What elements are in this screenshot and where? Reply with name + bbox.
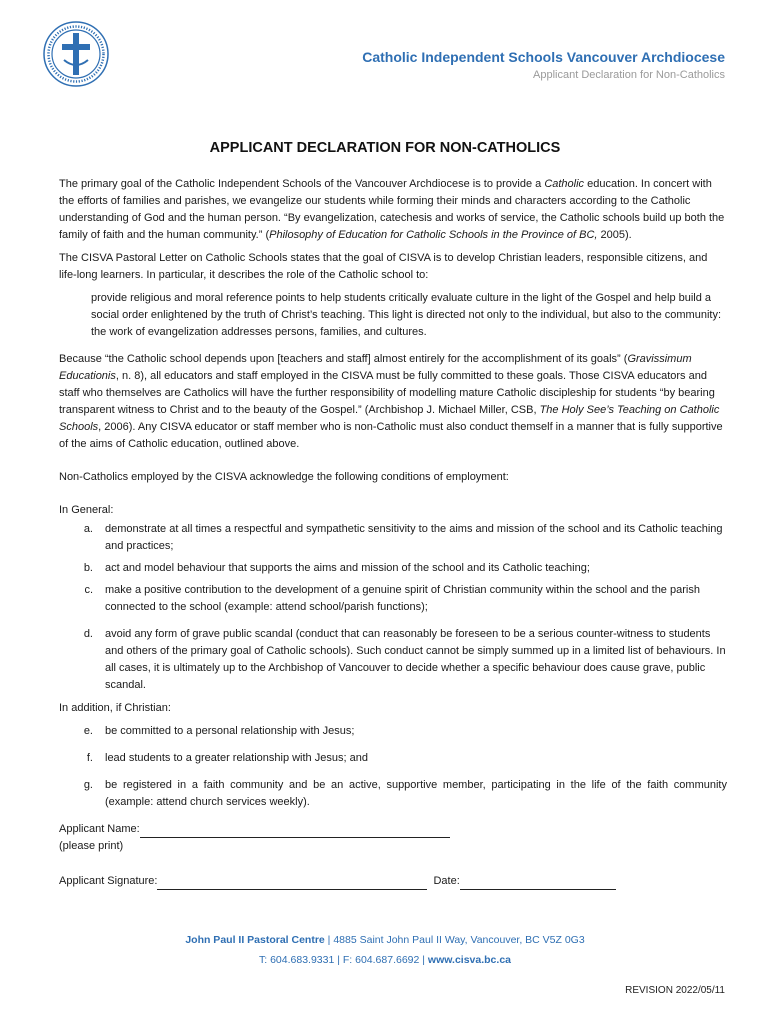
educators-paragraph: Because “the Catholic school depends upon [teachers and staff] almost entirely for the accomplishment of its goals” (Gravissimum Educationis, n. 8), all educators and staff employed in the CISVA must be fully committed to these goals. Those CISVA educators and staff who themselves are Catholics will have the further responsibility of modelling mature Catholic discipleship for students “by bearing transparent witness to Christ and to the beauty of the Gospel.” (Archbishop J. Michael Miller, CSB, The Holy See’s Teaching on Catholic Schools, 2006). Any CISVA educator or staff member who is non-Catholic must also conduct themself in a manner that is fully supportive of the aims of Catholic education, outlined above.	[59, 353, 723, 450]
list-item: b. act and model behaviour that supports the aims and mission of the school and its Catholic teaching;	[83, 562, 590, 574]
date-label: Date:	[433, 875, 460, 887]
org-name: Catholic Independent Schools Vancouver Archdiocese	[362, 49, 725, 65]
list-item: e. be committed to a personal relationship with Jesus;	[83, 725, 355, 737]
website-link[interactable]: www.cisva.bc.ca	[427, 954, 511, 966]
document-title: APPLICANT DECLARATION FOR NON-CATHOLICS	[209, 140, 561, 156]
list-item: a. demonstrate at all times a respectful and sympathetic sensitivity to the aims and mission of the school and its Catholic teaching and practices;	[83, 523, 723, 552]
general-conditions-list	[59, 521, 727, 694]
applicant-name-row	[59, 821, 727, 838]
general-heading: In General:	[59, 504, 114, 516]
conditions-intro: Non-Catholics employed by the CISVA acknowledge the following conditions of employment:	[59, 471, 509, 483]
list-item: c. make a positive contribution to the development of a genuine spirit of Christian community within the school and the parish connected to the school (example: attend school/parish functions);	[84, 584, 700, 613]
christian-heading: In addition, if Christian:	[59, 702, 171, 714]
list-item: g. be registered in a faith community and be an active, supportive member, participating in the life of the faith community (example: attend church services weekly).	[83, 779, 727, 808]
applicant-name-field[interactable]	[140, 823, 450, 838]
document-subtitle: Applicant Declaration for Non-Catholics	[533, 69, 725, 81]
intro-paragraph: The primary goal of the Catholic Independent Schools of the Vancouver Archdiocese is to provide a Catholic education. In concert with the efforts of families and parishes, we evangelize our students while forming their minds and characters according to the Catholic understanding of God and the human person. “By evangelization, catechesis and works of service, the Catholic schools build up both the family of faith and the human community.” (Philosophy of Education for Catholic Schools in the Province of BC, 2005).	[59, 178, 725, 241]
applicant-signature-field[interactable]	[157, 875, 427, 890]
footer-address: John Paul II Pastoral Centre | 4885 Saint John Paul II Way, Vancouver, BC V5Z 0G3	[185, 934, 585, 946]
pastoral-centre-name: John Paul II Pastoral Centre	[185, 934, 325, 946]
cisva-seal-icon	[42, 20, 110, 88]
pastoral-letter-quote: provide religious and moral reference points to help students critically evaluate culture in the light of the Gospel and help build a social order enlightened by the truth of Christ’s teaching. This light is directed not only to the individual, but also to the community: the work of evangelization addresses persons, families, and cultures.	[91, 292, 721, 338]
date-field[interactable]	[460, 875, 616, 890]
revision-date: REVISION 2022/05/11	[625, 985, 725, 996]
please-print-note: (please print)	[59, 840, 124, 852]
document-body	[59, 176, 727, 890]
list-item: f. lead students to a greater relationship with Jesus; and	[86, 752, 368, 764]
christian-conditions-list	[59, 723, 727, 811]
applicant-signature-label: Applicant Signature:	[59, 875, 158, 887]
pastoral-letter-paragraph: The CISVA Pastoral Letter on Catholic Schools states that the goal of CISVA is to develop Christian leaders, responsible citizens, and life-long learners. In particular, it describes the role of the Catholic school to:	[59, 252, 708, 281]
list-item: d. avoid any form of grave public scandal (conduct that can reasonably be foreseen to be a serious counter-witness to students and others of the primary goal of Catholic schools). Such conduct cannot be simply summed up in a limited list of behaviours. In all cases, it is ultimately up to the Archbishop of Vancouver to decide whether a specific behaviour does cause grave, public scandal.	[83, 628, 726, 691]
footer-contact: T: 604.683.9331 | F: 604.687.6692 | www.cisva.bc.ca	[259, 954, 511, 966]
applicant-name-label: Applicant Name:	[59, 823, 140, 835]
applicant-signature-row	[59, 873, 727, 890]
